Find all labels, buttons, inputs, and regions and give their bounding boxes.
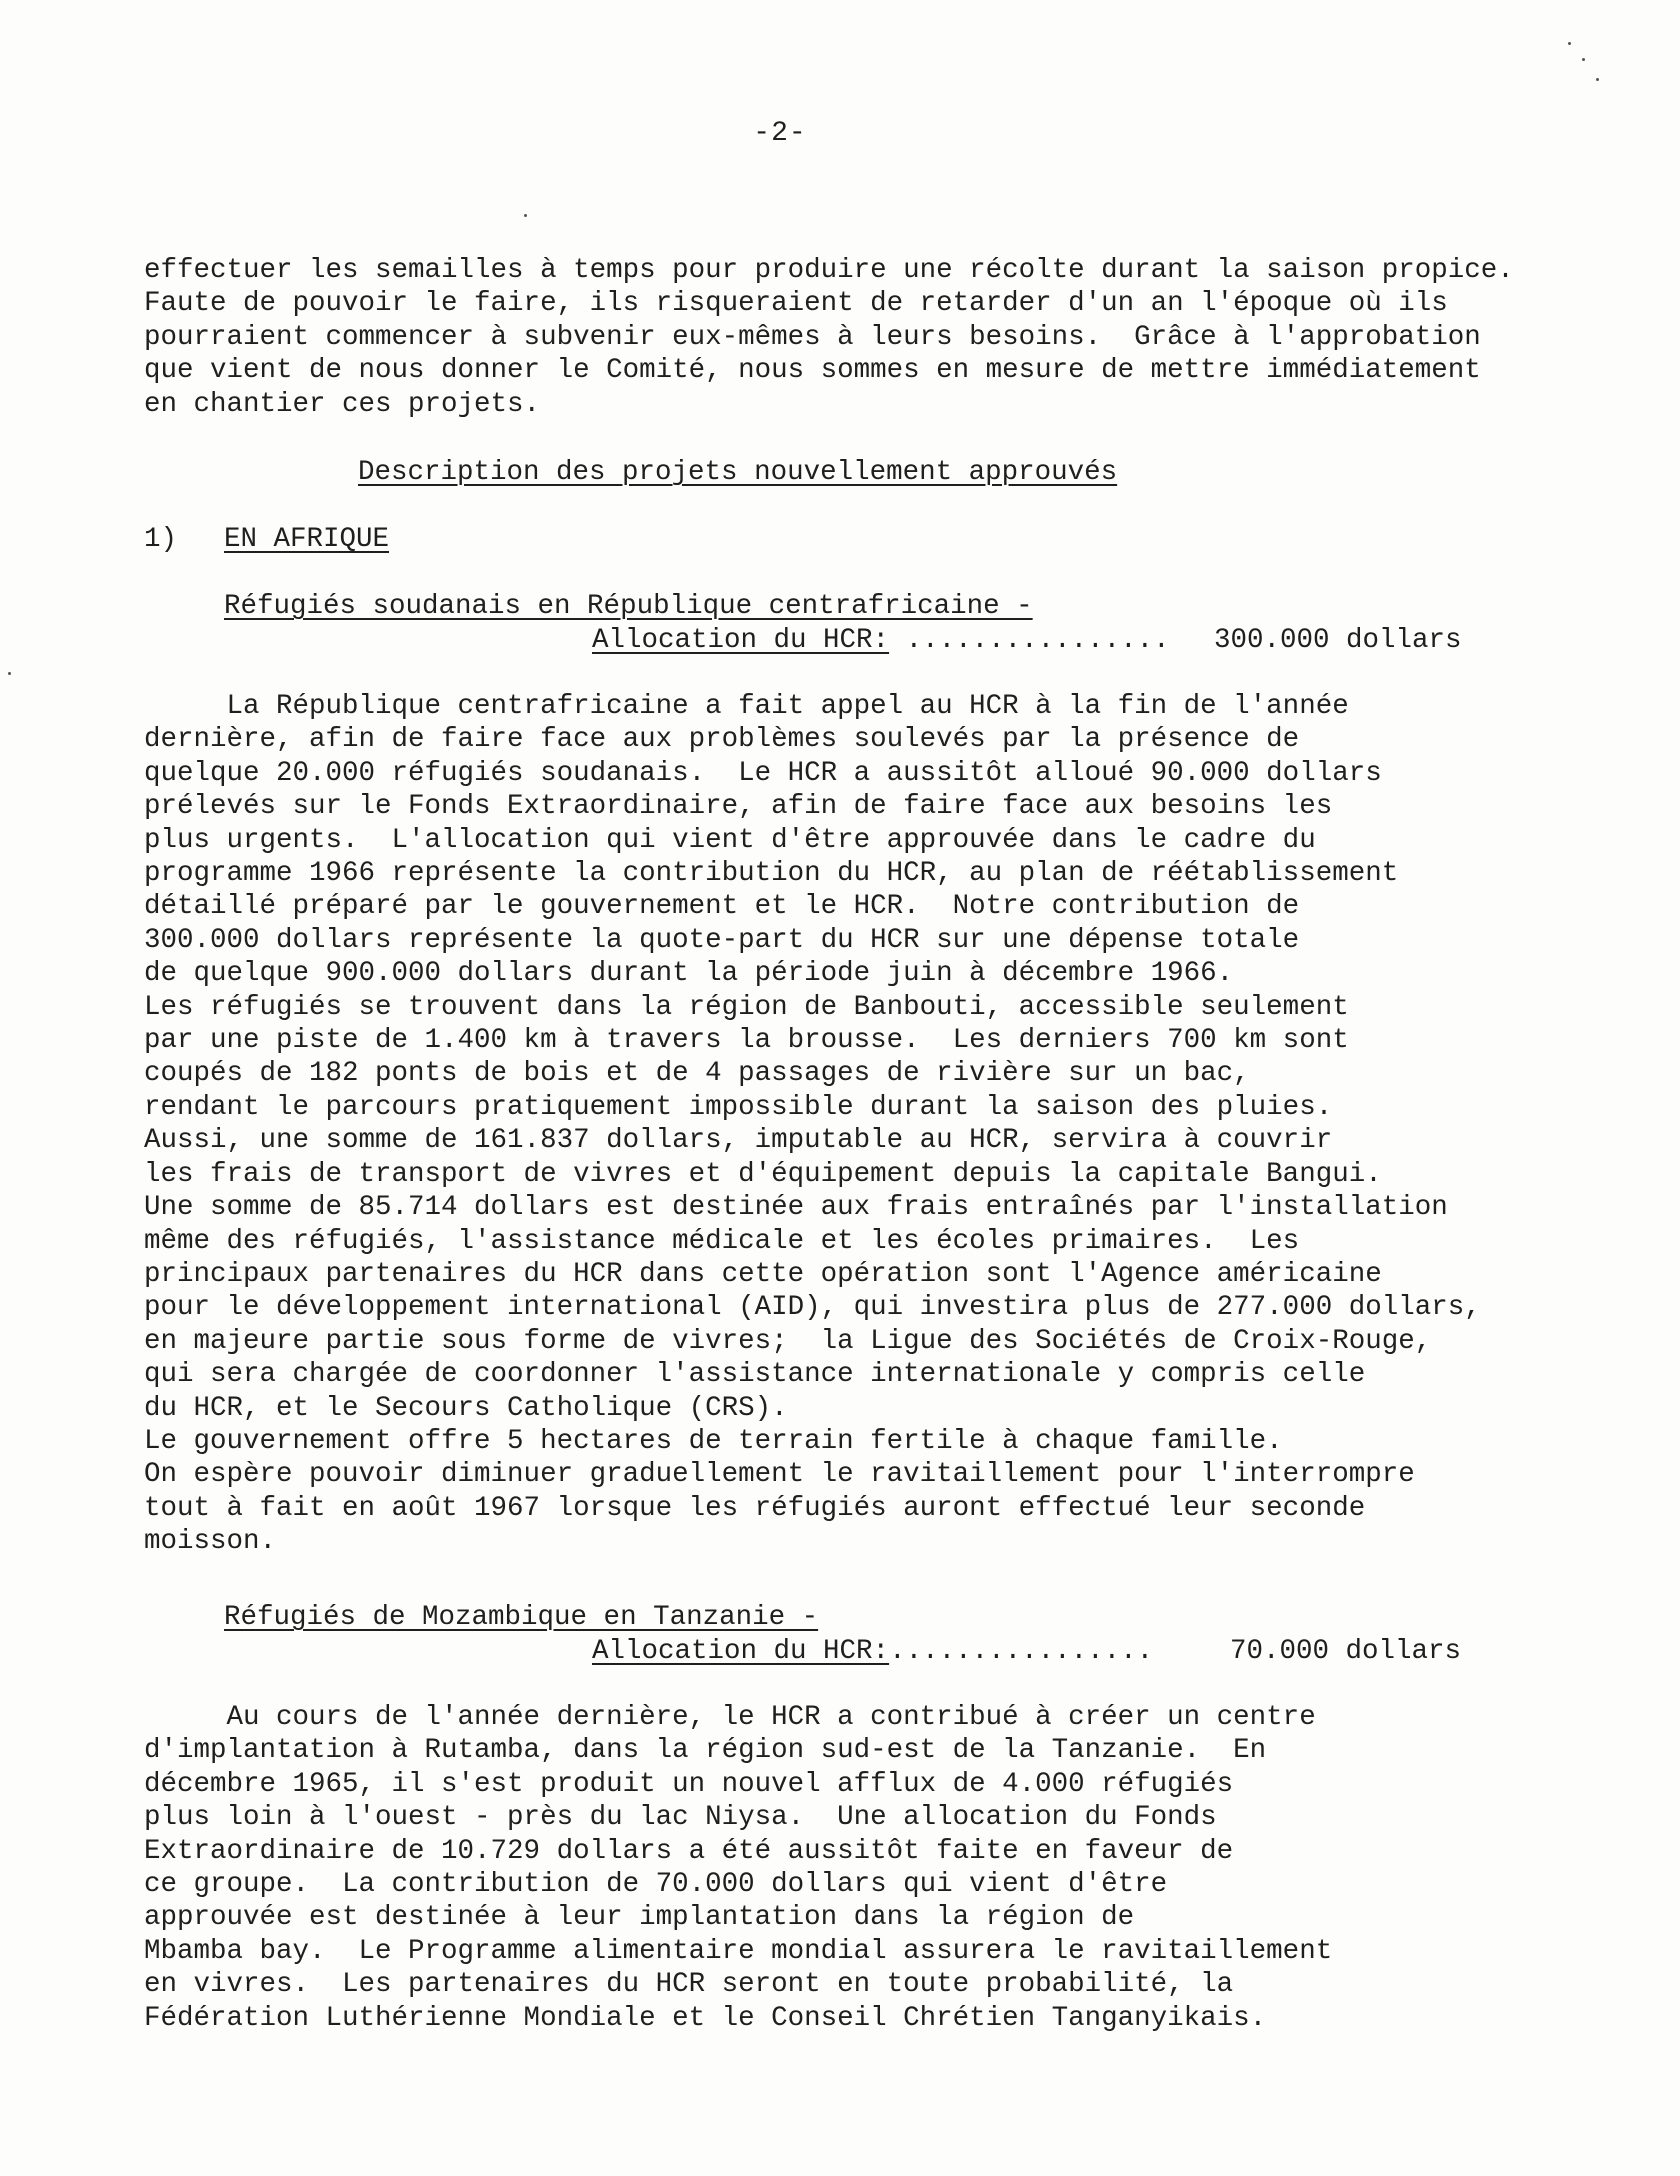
project2-allocation-row [592, 1635, 1153, 1668]
project1-dots: ................ [889, 625, 1170, 656]
project1-allocation-row [592, 624, 1170, 657]
region-title: EN AFRIQUE [224, 524, 390, 555]
scan-speck [8, 672, 11, 675]
project2-amount: 70.000 dollars [1230, 1636, 1462, 1667]
page-number: -2- [753, 118, 807, 149]
section-title: Description des projets nouvellement approuvés [358, 457, 1118, 488]
project1-allocation-label: Allocation du HCR: [592, 625, 890, 656]
project1-amount: 300.000 dollars [1214, 625, 1462, 656]
project2-body: Au cours de l'année dernière, le HCR a contribué à créer un centre d'implantation à Rutamba, dans la région sud-est de la Tanzanie. En décembre 1965, il s'est produit un nouvel afflux de 4.000 réfugiés plus loin à l'ouest - près du lac Niysa. Une allocation du Fonds Extraordinaire de 10.729 dollars a été aussitôt faite en faveur de ce groupe. La contribution de 70.000 dollars qui vient d'être approuvée est destinée à leur implantation dans la région de Mbamba bay. Le Programme alimentaire mondial assurera le ravitaillement en vivres. Les partenaires du HCR seront en toute probabilité, la Fédération Luthérienne Mondiale et le Conseil Chrétien Tanganyikais. [144, 1702, 1333, 2034]
scan-speck [1596, 78, 1599, 81]
project2-title: Réfugiés de Mozambique en Tanzanie - [224, 1602, 819, 1633]
scan-speck [1568, 42, 1571, 45]
intro-paragraph: effectuer les semailles à temps pour produire une récolte durant la saison propice. Faute de pouvoir le faire, ils risqueraient de retarder d'un an l'époque où ils pourraient commencer à subvenir eux-mêmes à leurs besoins. Grâce à l'approbation que vient de nous donner le Comité, nous sommes en mesure de mettre immédiatement en chantier ces projets. [144, 255, 1514, 420]
scan-speck [1582, 58, 1585, 61]
region-number: 1) [144, 524, 178, 555]
project1-title: Réfugiés soudanais en République centrafricaine - [224, 591, 1033, 622]
project2-allocation-label: Allocation du HCR: [592, 1636, 890, 1667]
scan-speck [524, 214, 527, 217]
project2-dots: ................ [889, 1636, 1154, 1667]
project1-body: La République centrafricaine a fait appel au HCR à la fin de l'année dernière, afin de faire face aux problèmes soulevés par la présence de quelque 20.000 réfugiés soudanais. Le HCR a aussitôt alloué 90.000 dollars prélevés sur le Fonds Extraordinaire, afin de faire face aux besoins les plus urgents. L'allocation qui vient d'être approuvée dans le cadre du programme 1966 représente la contribution du HCR, au plan de réétablissement détaillé préparé par le gouvernement et le HCR. Notre contribution de 300.000 dollars représente la quote-part du HCR sur une dépense totale de quelque 900.000 dollars durant la période juin à décembre 1966. Les réfugiés se trouvent dans la région de Banbouti, accessible seulement par une piste de 1.400 km à travers la brousse. Les derniers 700 km sont coupés de 182 ponts de bois et de 4 passages de rivière sur un bac, rendant le parcours pratiquement impossible durant la saison des pluies. Aussi, une somme de 161.837 dollars, imputable au HCR, servira à couvrir les frais de transport de vivres et d'équipement depuis la capitale Bangui. Une somme de 85.714 dollars est destinée aux frais entraînés par l'installation même des réfugiés, l'assistance médicale et les écoles primaires. Les principaux partenaires du HCR dans cette opération sont l'Agence américaine pour le développement international (AID), qui investira plus de 277.000 dollars, en majeure partie sous forme de vivres; la Ligue des Sociétés de Croix-Rouge, qui sera chargée de coordonner l'assistance internationale y compris celle du HCR, et le Secours Catholique (CRS). Le gouvernement offre 5 hectares de terrain fertile à chaque famille. On espère pouvoir diminuer graduellement le ravitaillement pour l'interrompre tout à fait en août 1967 lorsque les réfugiés auront effectué leur seconde moisson. [144, 691, 1481, 1558]
